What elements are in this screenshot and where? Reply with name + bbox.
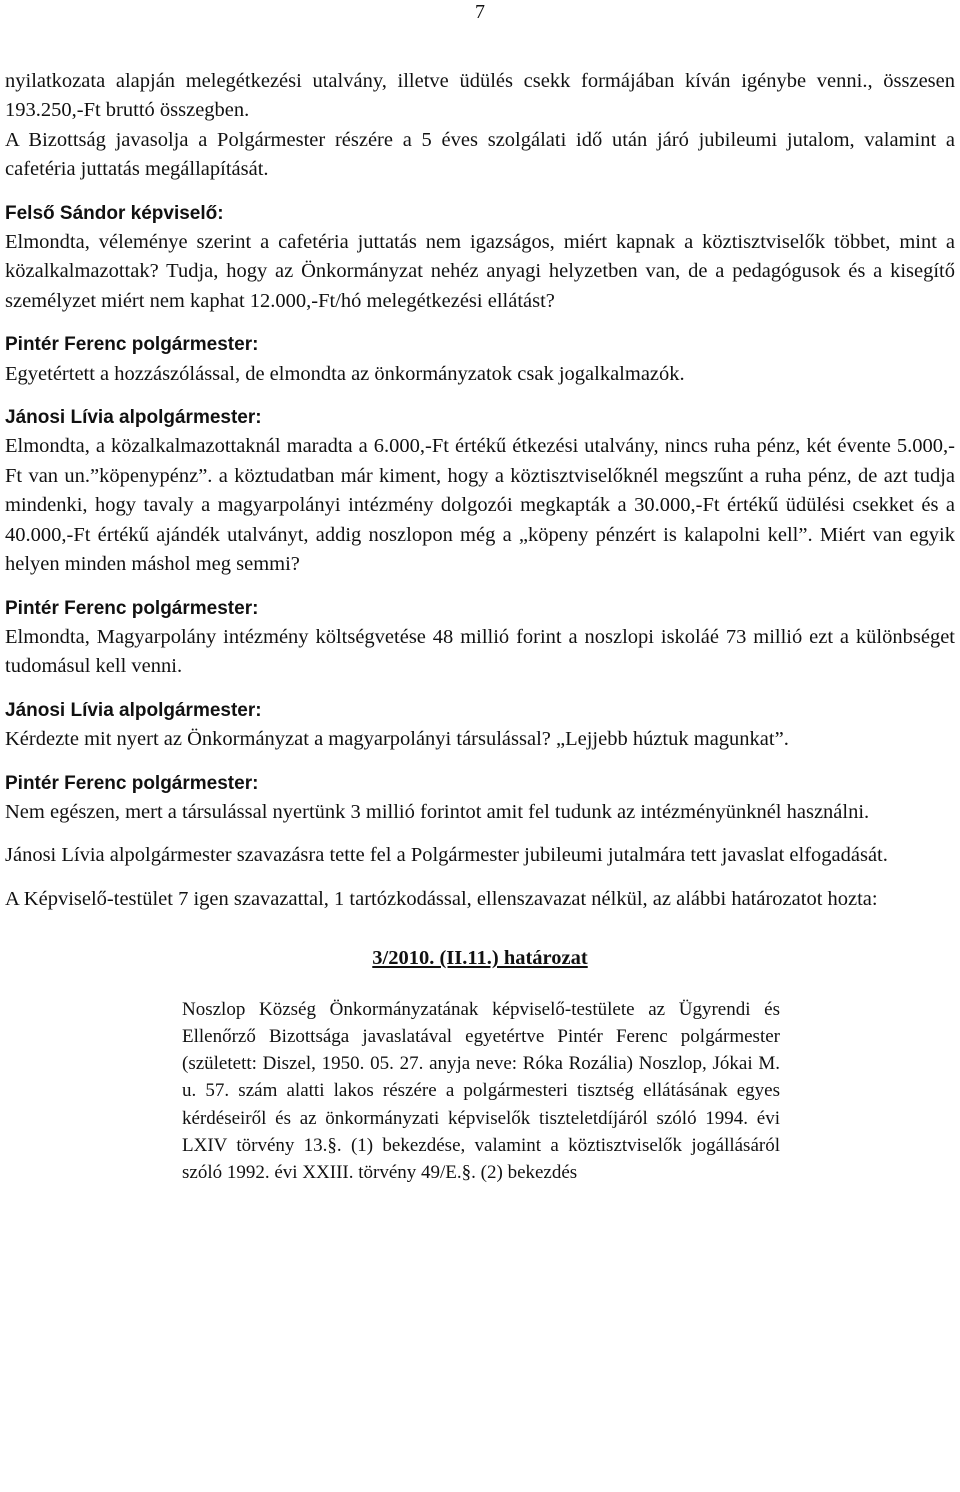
speech-text: Elmondta, Magyarpolány intézmény költségvetése 48 millió forint a noszlopi iskoláé 73 millió ezt a különbséget tudomásul kell venni. — [5, 625, 955, 678]
paragraph-vote-call: Jánosi Lívia alpolgármester szavazásra tette fel a Polgármester jubileumi jutalmára tett javaslat elfogadását. — [5, 844, 888, 867]
speaker-name: Jánosi Lívia alpolgármester: — [5, 699, 262, 721]
resolution-body: Noszlop Község Önkormányzatának képviselő-testülete az Ügyrendi és Ellenőrző Bizottsága javaslatával egyetértve Pintér Ferenc polgármester (született: Diszel, 1950. 05. 27. anyja neve: Róka Rozália) Noszlop, Jókai M. u. 57. szám alatti lakos részére a polgármesteri tisztség ellátásának egyes kérdéseiről és az önkormányzati képviselők tiszteletdíjáról szóló 1994. évi LXIV törvény 13.§. (1) bekezdése, valamint a köztisztviselők jogállásáról szóló 1992. évi XXIII. törvény 49/E.§. (2) bekezdés — [182, 998, 780, 1184]
speaker-name: Pintér Ferenc polgármester: — [5, 597, 259, 619]
document-body — [5, 67, 955, 1187]
speech-text: Elmondta, a közalkalmazottaknál maradta a 6.000,-Ft értékű étkezési utalvány, nincs ruha pénz, két évente 5.000,-Ft van un.”köpenypénz”. a köztudatban már kiment, hogy a köztisztviselőknél megszűnt a ruha pénz, de azt tudja mindenki, hogy tavaly a magyarpolányi intézmény dolgozói megkapták a 30.000,-Ft értékű üdülési csekket és a 40.000,-Ft értékű ajándék utalványt, addig noszlopon még a „köpeny pénzért is kalapolni kell”. Miért van egyik helyen minden máshol meg semmi? — [5, 435, 955, 576]
paragraph-committee-proposal: A Bizottság javasolja a Polgármester részére a 5 éves szolgálati idő után járó jubileumi jutalom, valamint a cafetéria juttatás megállapítását. — [5, 128, 955, 181]
speaker-name: Pintér Ferenc polgármester: — [5, 772, 259, 794]
paragraph-vote-result: A Képviselő-testület 7 igen szavazattal, 1 tartózkodással, ellenszavazat nélkül, az alábbi határozatot hozta: — [5, 887, 878, 910]
speech-pinter-ferenc-3 — [5, 769, 955, 828]
speech-text: Nem egészen, mert a társulással nyertünk 3 millió forintot amit fel tudunk az intézményünknél használni. — [5, 800, 870, 823]
speech-janosi-livia-1 — [5, 403, 955, 579]
speaker-name: Jánosi Lívia alpolgármester: — [5, 407, 262, 429]
speaker-name: Felső Sándor képviselő: — [5, 202, 224, 224]
speaker-name: Pintér Ferenc polgármester: — [5, 334, 259, 356]
speech-text: Elmondta, véleménye szerint a cafetéria juttatás nem igazságos, miért kapnak a köztisztviselők többet, mint a közalkalmazottak? Tudja, hogy az Önkormányzat nehéz anyagi helyzetben van, de a pedagógusok és a kisegítő személyzet miért nem kaphat 12.000,-Ft/hó melegétkezési ellátást? — [5, 231, 955, 312]
speech-pinter-ferenc-2 — [5, 594, 955, 682]
resolution-title: 3/2010. (II.11.) határozat — [372, 947, 588, 970]
paragraph-intro: nyilatkozata alapján melegétkezési utalvány, illetve üdülés csekk formájában kíván igénybe venni., összesen 193.250,-Ft bruttó összegben. — [5, 70, 955, 122]
speech-text: Kérdezte mit nyert az Önkormányzat a magyarpolányi társulással? „Lejjebb húztuk magunkat”. — [5, 728, 789, 751]
page-number: 7 — [475, 1, 485, 23]
speech-felso-sandor — [5, 199, 955, 317]
speech-pinter-ferenc-1 — [5, 330, 955, 389]
speech-janosi-livia-2 — [5, 696, 955, 755]
speech-text: Egyetértett a hozzászólással, de elmondta az önkormányzatok csak jogalkalmazók. — [5, 362, 685, 385]
